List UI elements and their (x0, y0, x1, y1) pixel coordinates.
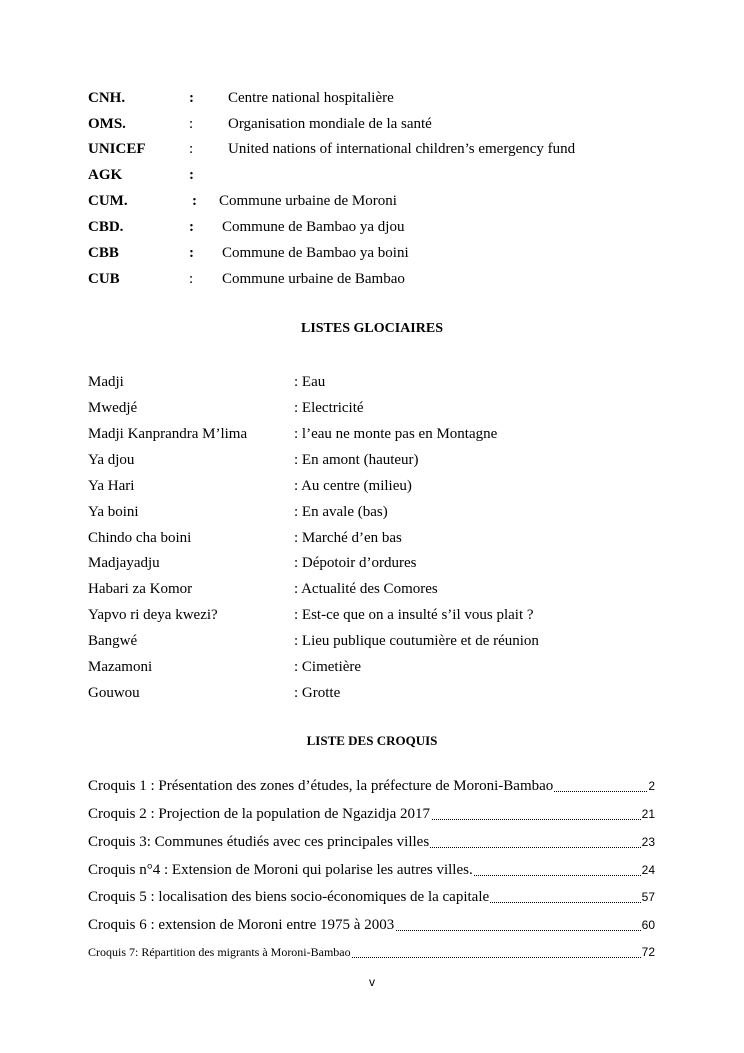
abbr-key: AGK (88, 167, 123, 183)
abbr-colon: : (189, 90, 194, 106)
croquis-entry-page: 60 (641, 915, 655, 935)
glossary-term: Mazamoni (88, 659, 153, 675)
glossary-term: Madjayadju (88, 555, 160, 571)
glossary-definition: : Grotte (294, 685, 341, 701)
croquis-entry-title: Croquis 5 : localisation des biens socio-économiques de la capitale (88, 889, 490, 905)
abbr-value: Commune urbaine de Bambao (222, 271, 405, 287)
abbr-key: UNICEF (88, 141, 146, 157)
croquis-heading: LISTE DES CROQUIS (306, 733, 438, 748)
glossary-definition: : Cimetière (294, 659, 362, 675)
croquis-entry-title: Croquis 7: Répartition des migrants à Moroni-Bambao (88, 942, 352, 962)
glossary-definition: : Lieu publique coutumière et de réunion (294, 633, 539, 649)
abbr-value: Organisation mondiale de la santé (228, 116, 432, 132)
croquis-entry-page: 2 (647, 776, 655, 796)
glossary-term: Habari za Komor (88, 581, 193, 597)
croquis-entry-page: 24 (641, 860, 655, 880)
glossary-term: Ya djou (88, 452, 135, 468)
glossary-term: Chindo cha boini (88, 530, 192, 546)
glossary-term: Madji (88, 374, 124, 390)
glossary-term: Madji Kanprandra M’lima (88, 426, 248, 442)
abbr-key: CBB (88, 245, 119, 261)
croquis-entry-title: Croquis 2 : Projection de la population de Ngazidja 2017 (88, 806, 431, 822)
glossary-definition: : l’eau ne monte pas en Montagne (294, 426, 498, 442)
croquis-entry[interactable] (88, 942, 655, 962)
croquis-entry[interactable] (88, 832, 655, 852)
croquis-entry-title: Croquis 3: Communes étudiés avec ces principales villes (88, 834, 430, 850)
glossary-definition: : Marché d’en bas (294, 530, 402, 546)
abbr-colon: : (192, 193, 197, 209)
abbr-colon: : (189, 167, 194, 183)
glossary-term: Bangwé (88, 633, 138, 649)
glossary-definition: : Au centre (milieu) (294, 478, 412, 494)
croquis-entry[interactable] (88, 915, 655, 935)
croquis-entry[interactable] (88, 776, 655, 796)
croquis-entry-page: 57 (641, 887, 655, 907)
abbr-key: CNH. (88, 90, 126, 106)
glossary-definition: : Actualité des Comores (294, 581, 438, 597)
abbr-value: Commune de Bambao ya djou (222, 219, 405, 235)
croquis-entry-title: Croquis n°4 : Extension de Moroni qui polarise les autres villes. (88, 862, 473, 878)
glossary-definition: : En amont (hauteur) (294, 452, 419, 468)
abbr-value: Centre national hospitalière (228, 90, 394, 106)
abbr-colon: : (189, 245, 194, 261)
croquis-entry-page: 23 (641, 832, 655, 852)
glossary-definition: : Est-ce que on a insulté s’il vous plait ? (294, 607, 534, 623)
abbr-colon: : (189, 116, 194, 132)
glossary-term: Yapvo ri deya kwezi? (88, 607, 218, 623)
abbr-value: Commune urbaine de Moroni (219, 193, 397, 209)
abbr-colon: : (189, 141, 194, 157)
glossary-term: Gouwou (88, 685, 140, 701)
croquis-entry-title: Croquis 1 : Présentation des zones d’études, la préfecture de Moroni-Bambao (88, 778, 554, 794)
abbr-key: CUM. (88, 193, 128, 209)
glossary-term: Mwedjé (88, 400, 138, 416)
glossary-heading: LISTES GLOCIAIRES (300, 321, 443, 336)
croquis-entry[interactable] (88, 804, 655, 824)
glossary-definition: : Electricité (294, 400, 364, 416)
abbr-colon: : (189, 271, 194, 287)
abbr-colon: : (189, 219, 194, 235)
croquis-entry-title: Croquis 6 : extension de Moroni entre 1975 à 2003 (88, 917, 395, 933)
abbr-key: CBD. (88, 219, 124, 235)
croquis-entry-page: 72 (641, 942, 655, 962)
abbr-value: United nations of international children’s emergency fund (228, 141, 576, 157)
abbr-value: Commune de Bambao ya boini (222, 245, 409, 261)
glossary-definition: : En avale (bas) (294, 504, 388, 520)
croquis-entry[interactable] (88, 860, 655, 880)
glossary-definition: : Dépotoir d’ordures (294, 555, 417, 571)
glossary-term: Ya Hari (88, 478, 135, 494)
glossary-definition: : Eau (294, 374, 326, 390)
glossary-term: Ya boini (88, 504, 139, 520)
croquis-entry[interactable] (88, 887, 655, 907)
croquis-entry-page: 21 (641, 804, 655, 824)
page-number: v (369, 975, 375, 989)
abbr-key: CUB (88, 271, 120, 287)
abbr-key: OMS. (88, 116, 126, 132)
